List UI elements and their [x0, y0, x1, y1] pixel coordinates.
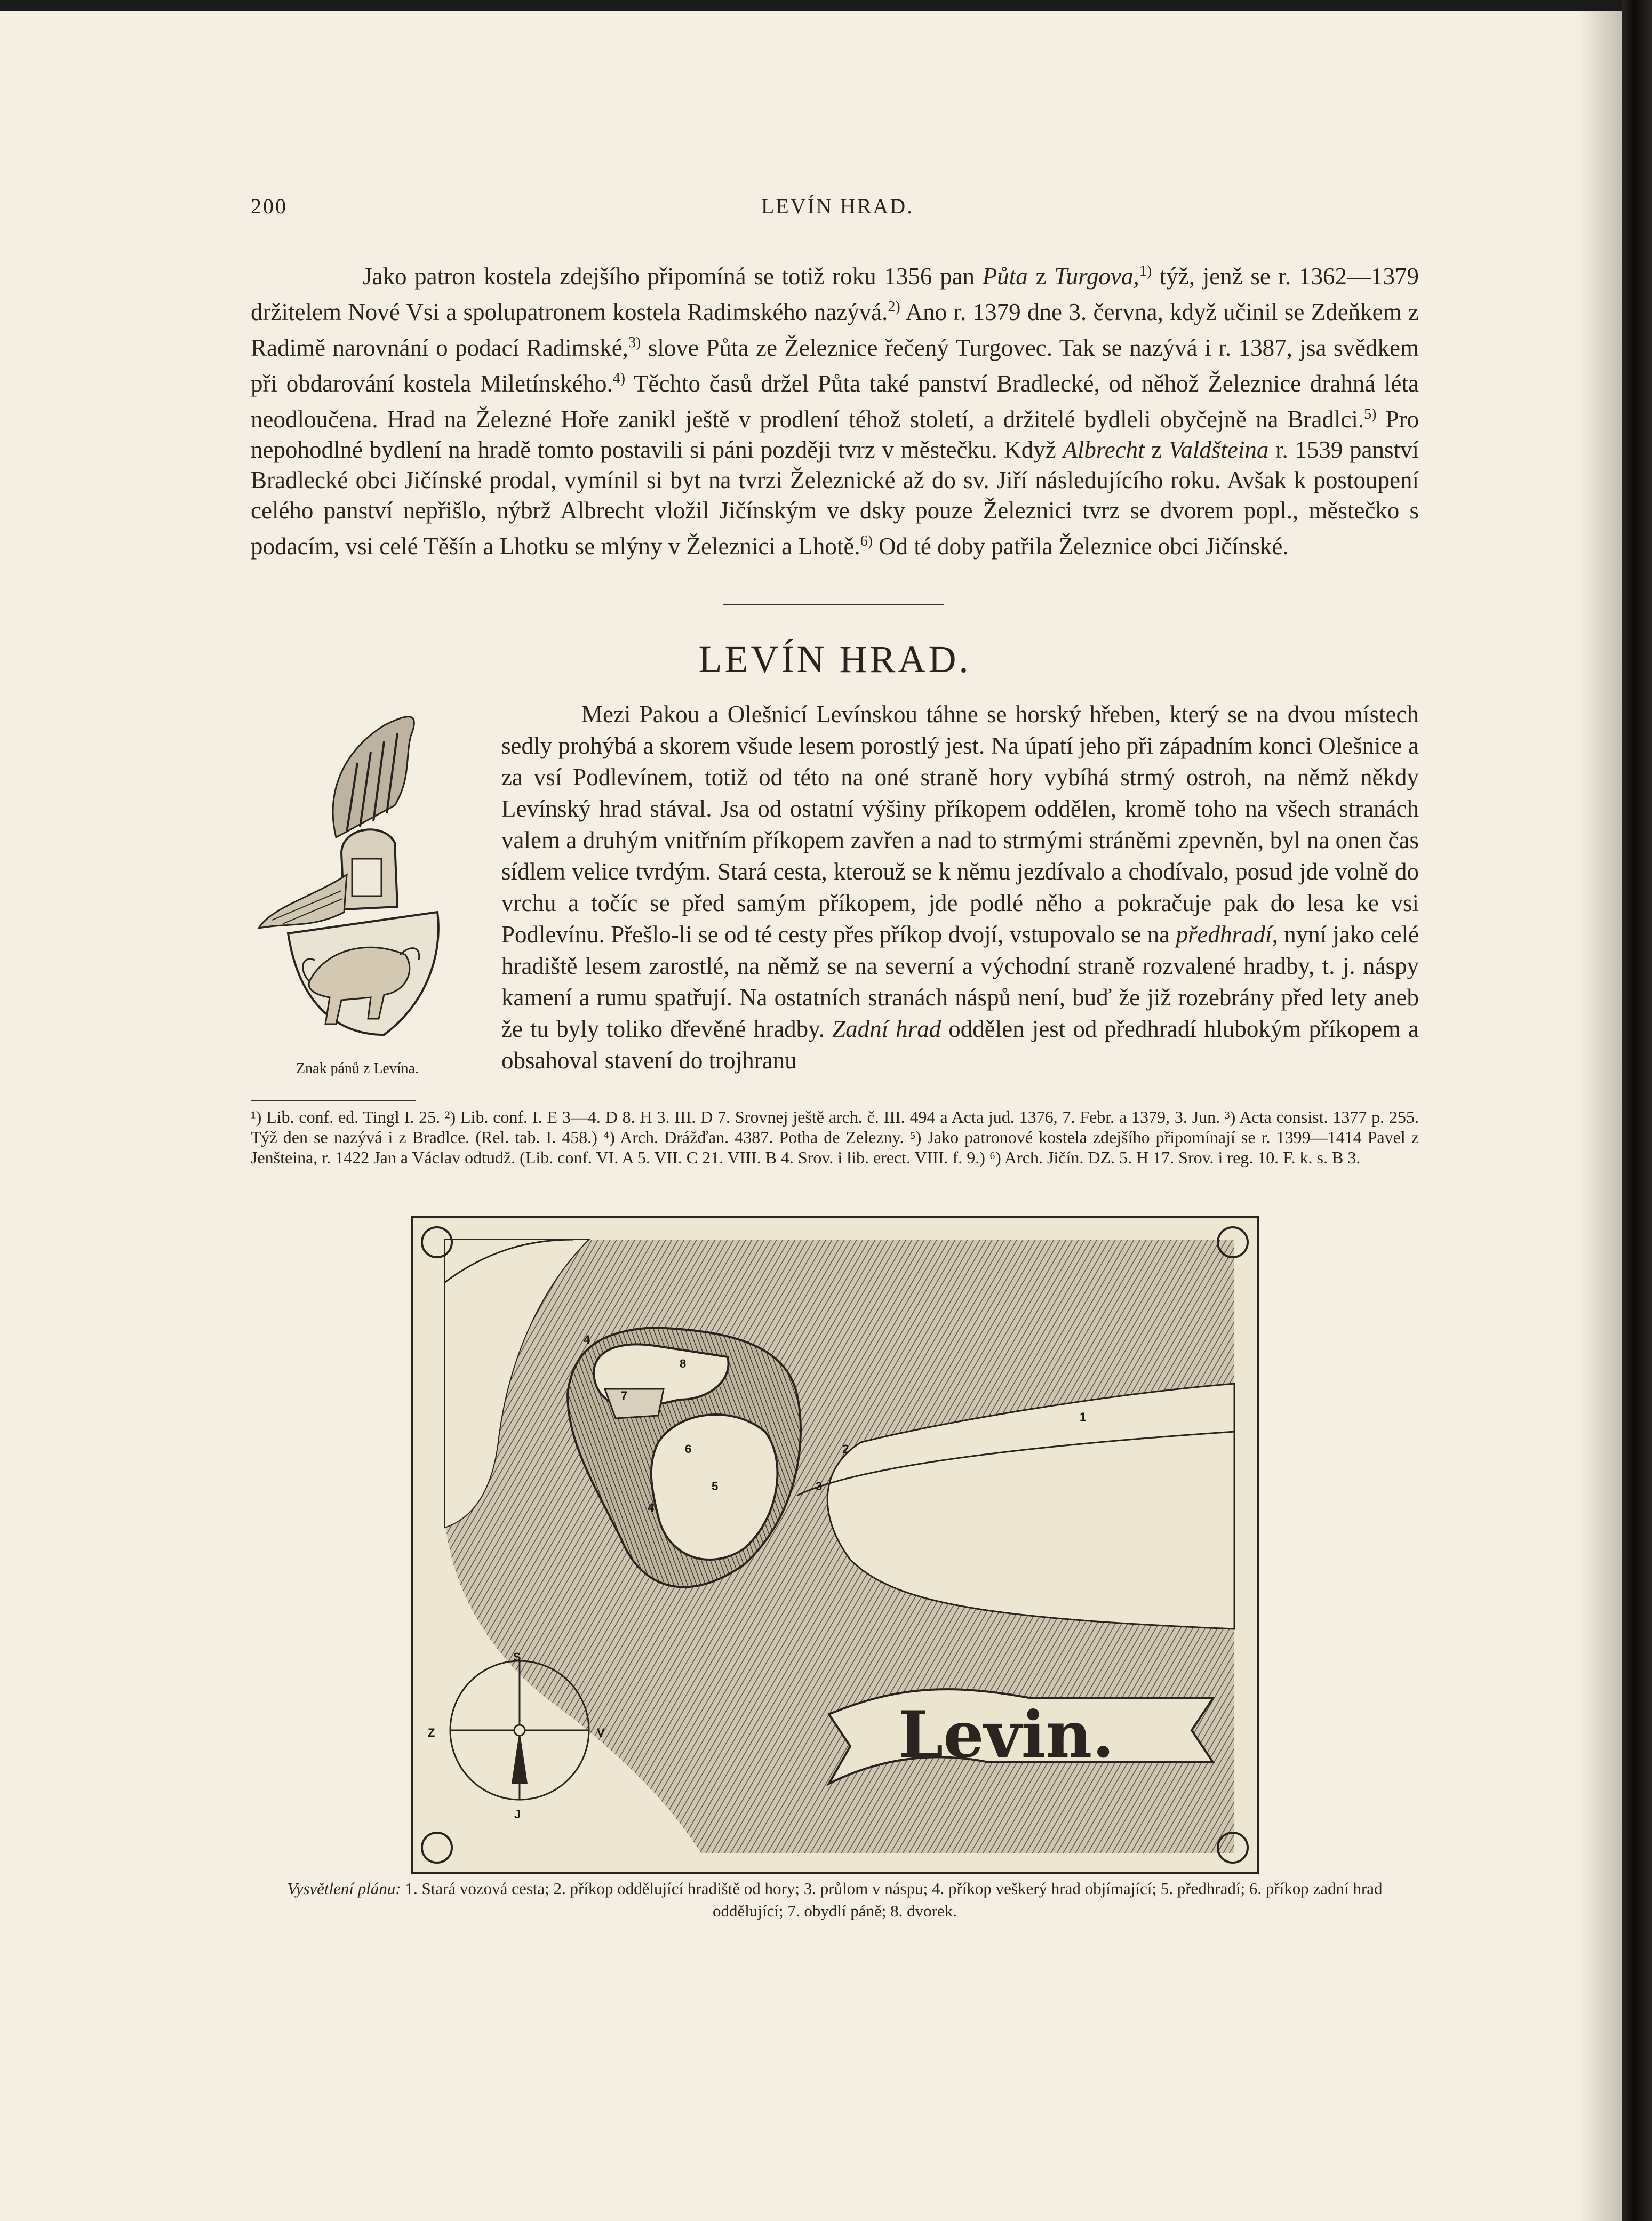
text-run: Těchto časů držel Půta také panství Bradlecké, od něhož Železnice drahná léta neodloučena. Hrad na Železné Hoře zanikl ještě v prodlení téhož století, a držitelé bydleli obyčejně na Bradlci. — [251, 370, 1419, 433]
text-run: nyní jako celé hradiště lesem zarostlé, na němž se na severní a východní straně rozvalené hradby, t. j. náspy kamení a rumu spatřují. Na ostatních stranách náspů není, buď že již rozebrány před lety aneb že tu byly toliko dřevěné hradby. — [501, 921, 1419, 1042]
map-title: Levin. — [898, 1697, 1115, 1772]
text-run: Albrecht — [1063, 436, 1145, 463]
compass-south: J — [514, 1808, 521, 1821]
plan-label: 6 — [685, 1442, 692, 1456]
compass-north: S — [513, 1650, 521, 1664]
text-run: Od té doby patřila Železnice obci Jičínské. — [872, 533, 1289, 560]
plan-label: 5 — [712, 1480, 719, 1493]
plan-label: 8 — [680, 1357, 687, 1370]
text-run: 4) — [612, 370, 626, 387]
text-run: Turgova, — [1054, 263, 1139, 290]
text-run: Pro nepohodlné bydlení na hradě tomto postavili si páni později tvrz v městečku. Když — [251, 406, 1419, 463]
page-number: 200 — [251, 194, 288, 218]
book-spine — [1622, 0, 1652, 2221]
plan-label: 3 — [816, 1480, 823, 1493]
text-run: Půta — [982, 263, 1028, 290]
text-run: Valdšteina — [1168, 436, 1269, 463]
compass-west: Z — [428, 1726, 435, 1739]
text-run: 2) — [888, 299, 900, 315]
running-title: LEVÍN HRAD. — [761, 194, 914, 218]
text-run: týž, jenž se r. 1362—1379 držitelem Nové Vsi a spolupatronem kostela Radimského nazývá. — [251, 263, 1419, 325]
plan-label: 1 — [1080, 1410, 1087, 1424]
crest-illustration — [251, 704, 453, 1056]
text-run: předhradí, — [1176, 921, 1278, 948]
crest-caption: Znak pánů z Levína. — [296, 1060, 419, 1077]
footnotes: ¹) Lib. conf. ed. Tingl I. 25. ²) Lib. conf. I. E 3—4. D 8. H 3. III. D 7. Srovnej ještě arch. č. III. 494 a Acta jud. 1376, 7. Febr. a 1379, 3. Jun. ³) Acta consist. 1377 p. 255. Týž den se nazývá i z Bradlce. (Rel. tab. I. 458.) ⁴) Arch. Drážďan. 4387. Potha de Zelezny. ⁵) Jako patronové kostela zdejšího připomínají se r. 1399—1414 Pavel z Jenšteina, r. 1422 Jan a Václav odtudž. (Lib. conf. VI. A 5. VII. C 21. VIII. B 4. Srov. i lib. erect. VIII. f. 9.) ⁶) Arch. Jičín. DZ. 5. H 17. Srov. i reg. 10. F. k. s. B 3. — [251, 1107, 1419, 1167]
text-run: r. 1539 panství Bradlecké obci Jičínské prodal, vymínil si byt na tvrzi Železnické až do sv. Jiří následujícího roku. Avšak k postoupení celého panství nepřišlo, nýbrž Albrecht vložil Jičínským ve dsky pouze Železnici tvrz se dvorem popl., městečko s podacím, vsi celé Těšín a Lhotku se mlýny v Železnici a Lhotě. — [251, 436, 1419, 560]
section-divider — [723, 604, 944, 605]
compass-east: V — [597, 1726, 605, 1739]
castle-plan-map — [411, 1216, 1259, 1874]
legend-title: Vysvětlení plánu: — [287, 1879, 401, 1898]
text-run: Mezi Pakou a Olešnicí Levínskou táhne se horský hřeben, který se na dvou místech sedly prohýbá a skorem všude lesem porostlý jest. Na úpatí jeho při západním konci Olešnice a za vsí Podlevínem, totiž od této na oné straně hory vybíhá strmý ostroh, na němž někdy Levínský hrad stával. Jsa od ostatní výšiny příkopem oddělen, kromě toho na všech stranách valem a druhým vnitřním příkopem zavřen a nad to strmými stráněmi zpevněn, byl na onen čas sídlem velice tvrdým. Stará cesta, kterouž se k němu jezdívalo a chodívalo, posud jde volně do vrchu a točíc se před samým příkopem, jde podlé něho a pokračuje pak do lesa ke vsi Podlevínu. Přešlo-li se od té cesty přes příkop dvojí, vstupovalo se na — [501, 701, 1419, 948]
text-run: 3) — [628, 334, 641, 351]
legend-text: 1. Stará vozová cesta; 2. příkop oddělující hradiště od hory; 3. průlom v náspu; 4. příkop veškerý hrad objímající; 5. předhradí; 6. příkop zadní hrad oddělující; 7. obydlí páně; 8. dvorek. — [405, 1879, 1383, 1920]
text-run: Ano r. 1379 dne 3. června, když učinil se Zdeňkem z Radimě narovnání o podací Radimské, — [251, 299, 1419, 361]
section-heading: LEVÍN HRAD. — [698, 638, 971, 681]
map-drawing — [413, 1218, 1257, 1872]
text-run: Zadní hrad — [832, 1016, 941, 1042]
plan-label: 7 — [621, 1389, 628, 1402]
plan-label: 4 — [584, 1333, 590, 1346]
text-run: slove Půta ze Železnice řečený Turgovec. Tak se nazývá i r. 1387, jsa svědkem při obdarování kostela Miletínského. — [251, 334, 1419, 397]
footnote-rule — [251, 1100, 416, 1101]
running-header — [251, 194, 1424, 226]
text-run: 1) — [1139, 263, 1152, 279]
text-run: 6) — [860, 533, 873, 549]
coat-of-arms — [251, 704, 453, 1077]
plan-label: 2 — [842, 1442, 849, 1456]
text-run: oddělen jest od předhradí hlubokým příkopem a obsahoval stavení do trojhranu — [501, 1016, 1419, 1074]
paragraph-zeleznice — [251, 256, 1419, 562]
text-run: z — [1027, 263, 1055, 290]
plan-label: 4 — [648, 1501, 655, 1514]
page-edge-shadow — [1579, 11, 1622, 2221]
text-run: z — [1144, 436, 1169, 463]
paragraph-levin — [501, 699, 1419, 1076]
map-legend — [251, 1878, 1419, 1922]
text-run: 5) — [1364, 406, 1377, 422]
text-run: Jako patron kostela zdejšího připomíná se totiž roku 1356 pan — [363, 263, 983, 290]
